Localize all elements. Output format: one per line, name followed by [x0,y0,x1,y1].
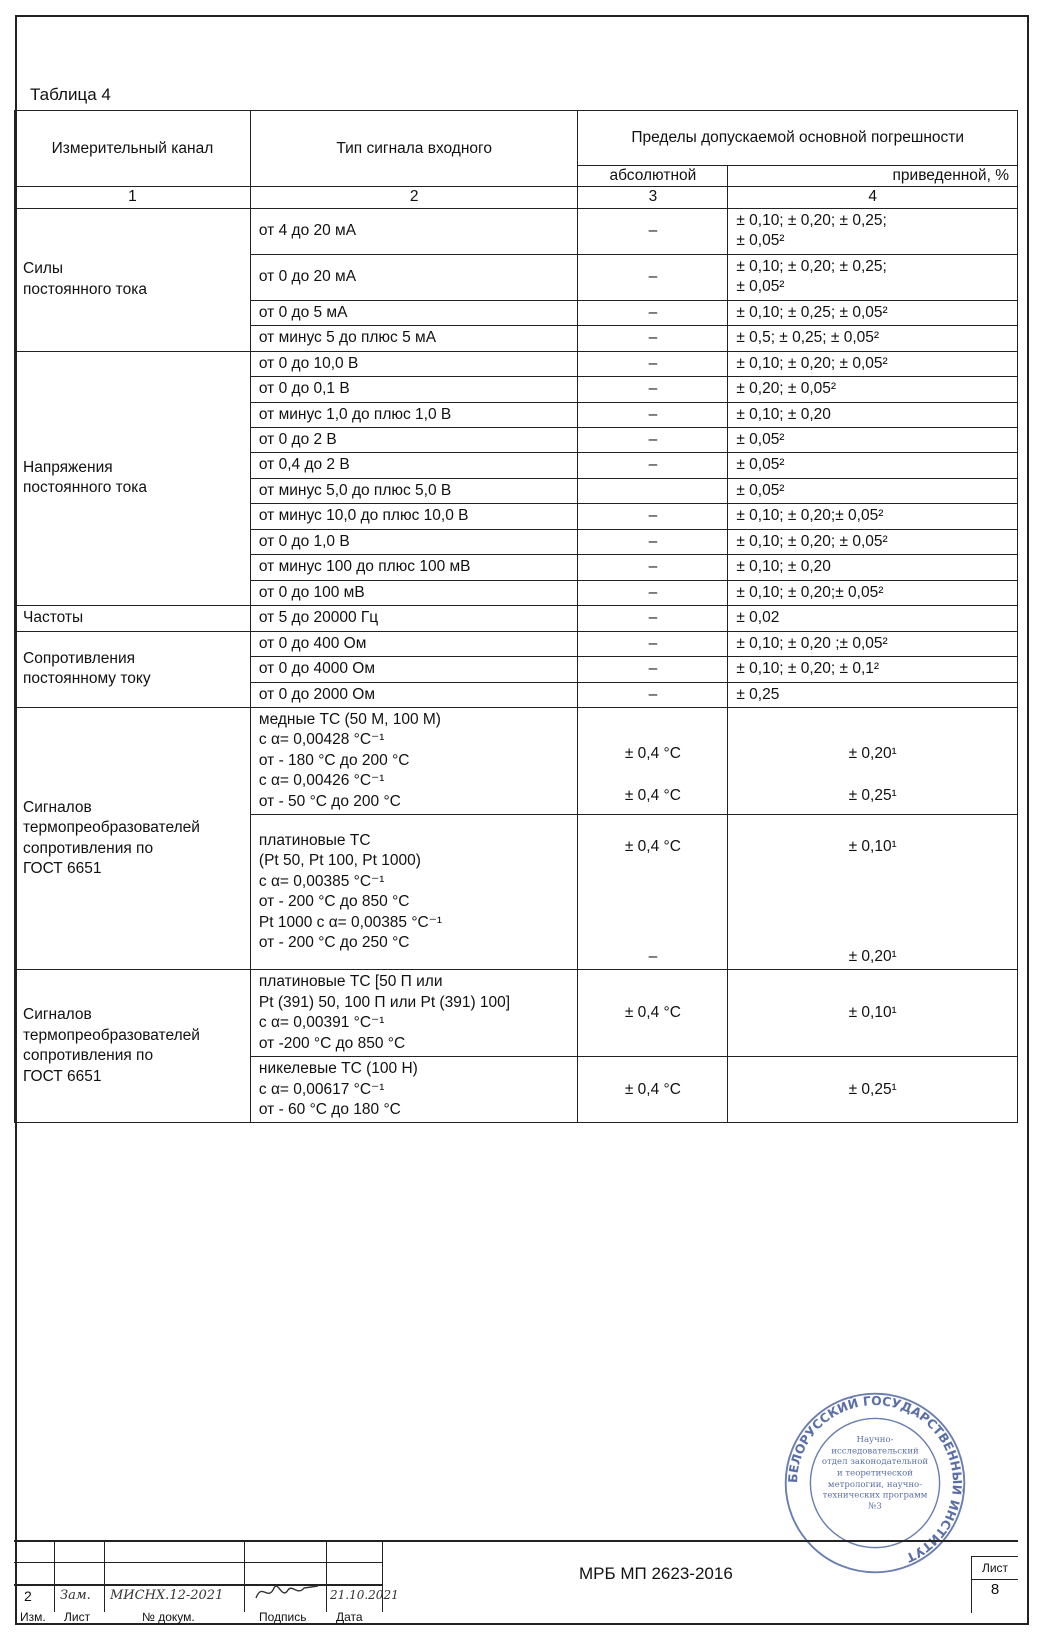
signal-cell: платиновые ТС [50 П или Pt (391) 50, 100 П или Pt (391) 100] с α= 0,00391 °С⁻¹ от -200 °С до 850 °С [250,970,578,1057]
signal-cell: от 0 до 1,0 В [250,529,578,554]
column-number-row [15,187,1018,208]
sheet-label: Лист [972,1557,1018,1580]
signal-cell: от 0 до 400 Ом [250,631,578,656]
relative-cell: ± 0,05² [728,478,1018,503]
header-absolute: абсолютной [578,166,728,187]
table-caption: Таблица 4 [30,85,111,104]
relative-cell: ± 0,25 [728,682,1018,707]
relative-cell [728,707,1018,814]
table-row [15,606,1018,631]
signal-cell: от 0 до 20 мА [250,254,578,300]
absolute-value: ± 0,4 °С [624,744,681,762]
handwritten-docnum: МИСНХ.12-2021 [110,1588,224,1603]
absolute-cell [578,478,728,503]
absolute-cell: – [578,555,728,580]
signal-cell: никелевые ТС (100 Н) с α= 0,00617 °С⁻¹ от - 60 °С до 180 °С [250,1057,578,1123]
sheet-number: 8 [990,1581,1000,1598]
absolute-cell: – [578,402,728,427]
table-header-row [15,111,1018,166]
title-block-labels [14,1610,383,1625]
relative-cell: ± 0,10; ± 0,25; ± 0,05² [728,300,1018,325]
absolute-cell: – [578,504,728,529]
relative-cell: ± 0,05² [728,453,1018,478]
absolute-cell: – [578,254,728,300]
column-number: 4 [728,187,1018,208]
signal-cell: от 0 до 0,1 В [250,377,578,402]
signal-cell: от минус 5 до плюс 5 мА [250,326,578,351]
relative-values [736,817,1009,967]
table-row [15,351,1018,376]
relative-cell: ± 0,10; ± 0,20; ± 0,25; ± 0,05² [728,254,1018,300]
signal-cell: от минус 1,0 до плюс 1,0 В [250,402,578,427]
absolute-cell: – [578,326,728,351]
title-block [14,1540,1018,1612]
absolute-cell: – [578,453,728,478]
relative-value: ± 0,25¹ [848,787,897,805]
table-row [15,208,1018,254]
absolute-values [586,744,719,807]
stamp-center-text: Научно-исследовательский отдел законодательной и теоретической метрологии, научно-технических программ [821,1435,929,1501]
relative-cell: ± 0,10¹ [728,970,1018,1057]
absolute-cell: – [578,377,728,402]
relative-cell: ± 0,10; ± 0,20; ± 0,05² [728,529,1018,554]
column-number: 2 [250,187,578,208]
relative-cell [728,815,1018,970]
relative-value: ± 0,10¹ [848,838,897,856]
group-label-rtd: Сигналов термопреобразователей сопротивления по ГОСТ 6651 [15,970,251,1123]
signal-cell: от 0,4 до 2 В [250,453,578,478]
handwritten-date: 21.10.2021 [330,1588,399,1602]
signal-cell: от 0 до 10,0 В [250,351,578,376]
absolute-cell: – [578,580,728,605]
title-block-column [14,1542,55,1612]
absolute-cell: – [578,682,728,707]
absolute-cell [578,707,728,814]
relative-cell: ± 0,20; ± 0,05² [728,377,1018,402]
stamp-ring-text: БЕЛОРУССКИЙ ГОСУДАРСТВЕННЫЙ ИНСТИТУТ [785,1394,965,1565]
label-izm: Изм. [20,1610,46,1624]
handwritten-list: Зам. [60,1588,91,1603]
relative-cell: ± 0,10; ± 0,20;± 0,05² [728,580,1018,605]
header-signal-type: Тип сигнала входного [250,111,578,187]
group-label-resistance: Сопротивления постоянному току [15,631,251,707]
relative-cell: ± 0,10; ± 0,20; ± 0,1² [728,657,1018,682]
group-label-voltage: Напряжения постоянного тока [15,351,251,606]
relative-value: ± 0,20¹ [848,744,897,762]
relative-cell: ± 0,10; ± 0,20 [728,402,1018,427]
table-row [15,970,1018,1057]
title-block-line [14,1562,383,1563]
signal-cell: от 4 до 20 мА [250,208,578,254]
absolute-cell: – [578,657,728,682]
table-row [15,707,1018,814]
signal-cell: медные ТС (50 М, 100 М) с α= 0,00428 °С⁻¹ от - 180 °С до 200 °С с α= 0,00426 °С⁻¹ от - 50 °С до 200 °С [250,707,578,814]
signal-cell: от минус 10,0 до плюс 10,0 В [250,504,578,529]
sheet-box [971,1556,1018,1613]
column-number: 3 [578,187,728,208]
absolute-cell: ± 0,4 °С [578,1057,728,1123]
absolute-cell: – [578,606,728,631]
title-block-line [14,1584,383,1586]
absolute-value: ± 0,4 °С [624,787,681,805]
label-date: Дата [336,1610,363,1624]
absolute-cell: – [578,631,728,656]
absolute-cell: – [578,300,728,325]
group-label-current: Силы постоянного тока [15,208,251,351]
absolute-value: ± 0,4 °С [624,838,681,856]
signal-cell: платиновые ТС (Pt 50, Pt 100, Pt 1000) с α= 0,00385 °С⁻¹ от - 200 °С до 850 °С Pt 1000 с α= 0,00385 °С⁻¹ от - 200 °С до 250 °С [250,815,578,970]
signature [252,1578,322,1606]
relative-cell: ± 0,10; ± 0,20; ± 0,05² [728,351,1018,376]
absolute-cell: – [578,208,728,254]
label-list: Лист [64,1610,91,1624]
absolute-cell: ± 0,4 °С [578,970,728,1057]
absolute-cell: – [578,351,728,376]
header-relative: приведенной, % [728,166,1018,187]
signal-cell: от 0 до 2000 Ом [250,682,578,707]
absolute-value: – [648,947,658,965]
relative-cell: ± 0,10; ± 0,20;± 0,05² [728,504,1018,529]
column-number: 1 [15,187,251,208]
signal-cell: от 0 до 4000 Ом [250,657,578,682]
absolute-cell: – [578,427,728,452]
relative-cell: ± 0,5; ± 0,25; ± 0,05² [728,326,1018,351]
signal-cell: от минус 100 до плюс 100 мВ [250,555,578,580]
absolute-cell [578,815,728,970]
stamp-number: №3 [868,1502,882,1512]
signal-cell: от 5 до 20000 Гц [250,606,578,631]
label-sign: Подпись [259,1610,307,1624]
label-docnum: № докум. [142,1610,195,1624]
group-label-frequency: Частоты [15,606,251,631]
relative-cell: ± 0,10; ± 0,20 ;± 0,05² [728,631,1018,656]
signal-cell: от 0 до 2 В [250,427,578,452]
relative-cell: ± 0,10; ± 0,20; ± 0,25; ± 0,05² [728,208,1018,254]
document-code: МРБ МП 2623-2016 [579,1564,733,1583]
relative-cell: ± 0,02 [728,606,1018,631]
absolute-values [586,817,719,967]
absolute-cell: – [578,529,728,554]
header-error-limits: Пределы допускаемой основной погрешности [578,111,1018,166]
relative-cell: ± 0,25¹ [728,1057,1018,1123]
signature-scribble [252,1578,322,1606]
relative-value: ± 0,20¹ [848,947,897,965]
relative-cell: ± 0,10; ± 0,20 [728,555,1018,580]
header-channel: Измерительный канал [15,111,251,187]
group-label-rtd: Сигналов термопреобразователей сопротивления по ГОСТ 6651 [15,707,251,969]
error-limits-table [14,110,1018,1123]
revision-number: 2 [24,1588,32,1604]
table-row [15,631,1018,656]
relative-cell: ± 0,05² [728,427,1018,452]
signal-cell: от 0 до 100 мВ [250,580,578,605]
relative-values [736,744,1009,807]
signal-cell: от 0 до 5 мА [250,300,578,325]
signal-cell: от минус 5,0 до плюс 5,0 В [250,478,578,503]
